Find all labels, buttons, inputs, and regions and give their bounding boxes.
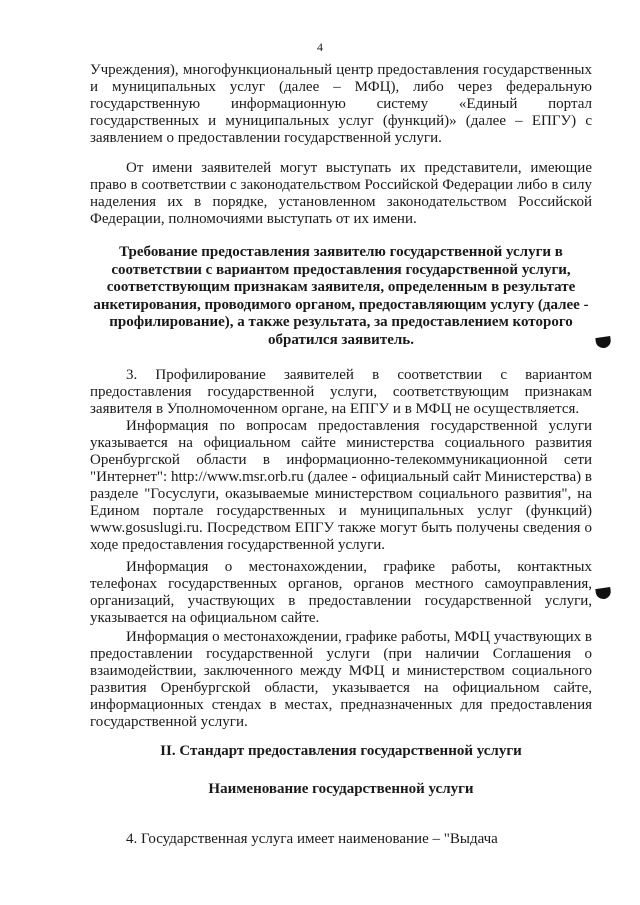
paragraph-profiling: 3. Профилирование заявителей в соответствии с вариантом предоставления государственной услуги, соответствующим признакам заявителя в Уполномоченном органе, на ЕПГУ и в МФЦ не осуществляется.	[90, 367, 592, 417]
section-heading-standard: II. Стандарт предоставления государственной услуги	[160, 743, 522, 759]
page-number: 4	[317, 40, 323, 54]
section-heading-service-name: Наименование государственной услуги	[208, 781, 474, 797]
paragraph-applicant-channels: Учреждения), многофункциональный центр предоставления государственных и муниципальных услуг (далее – МФЦ), либо через федеральную государственную информационную систему «Единый портал государственных и муниципальных услуг (функций)» (далее – ЕПГУ) с заявлением о предоставлении государственной услуги.	[90, 62, 592, 146]
paragraph-service-name: 4. Государственная услуга имеет наименование – "Выдача	[126, 831, 498, 847]
paragraph-info-contacts: Информация о местонахождении, графике работы, контактных телефонах государственных органов, органов местного самоуправления, организаций, участвующих в предоставлении государственной услуги, указывается на официальном сайте.	[90, 559, 592, 626]
paragraph-info-mfc: Информация о местонахождении, графике работы, МФЦ участвующих в предоставлении государственной услуги (при наличии Соглашения о взаимодействии, заключенного между МФЦ и министерством социального развития Оренбургской области, указывается на официальном сайте, информационных стендах в местах, предназначенных для предоставления государственной услуги.	[90, 629, 592, 730]
paragraph-info-website: Информация по вопросам предоставления государственной услуги указывается на официальном сайте министерства социального развития Оренбургской области в информационно-телекоммуникационной сети "Интернет": http://www.msr.orb.ru (далее - официальный сайт Министерства) в разделе "Госуслуги, оказываемые министерством социального развития", на Едином портале государственных и муниципальных услуг (функций) www.gosuslugi.ru. Посредством ЕПГУ также могут быть получены сведения о ходе предоставления государственной услуги.	[90, 418, 592, 553]
scan-mark	[595, 587, 611, 600]
scan-mark	[595, 336, 611, 349]
section-heading-profiling: Требование предоставления заявителю государственной услуги в соответствии с вариантом предоставления государственной услуги, соответствующим признакам заявителя, определенным в результате анкетирования, проводимого органом, предоставляющим услугу (далее - профилирование), а также результата, за предоставлением которого обратился заявитель.	[93, 244, 589, 348]
paragraph-representatives: От имени заявителей могут выступать их представители, имеющие право в соответствии с законодательством Российской Федерации либо в силу наделения их в порядке, установленном законодательством Российской Федерации, полномочиями выступать от их имени.	[90, 160, 592, 227]
